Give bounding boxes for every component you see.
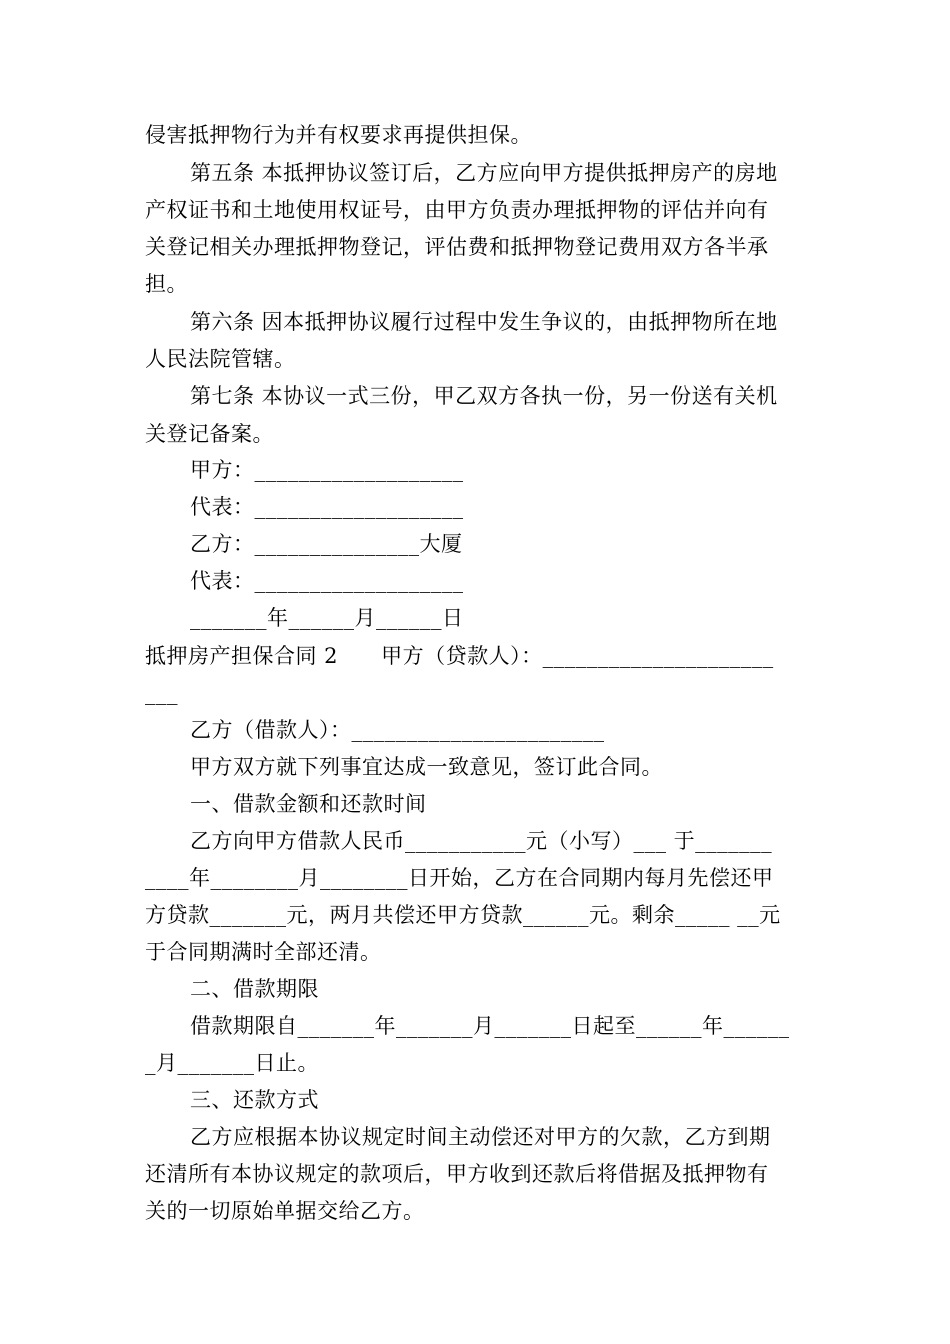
paragraph-line: 乙方向甲方借款人民币___________元（小写）___ 于_______ — [190, 829, 773, 853]
paragraph-line: _月_______日止。 — [145, 1051, 319, 1075]
paragraph-line: 借款期限自_______年_______月_______日起至______年______ — [190, 1014, 790, 1038]
article-5-line: 第五条 本抵押协议签订后，乙方应向甲方提供抵押房产的房地 — [190, 161, 778, 185]
borrower-line: 乙方（借款人）：_______________________ — [190, 718, 605, 742]
paragraph-line: ___ — [145, 681, 178, 705]
paragraph-line: 产权证书和土地使用权证号，由甲方负责办理抵押物的评估并向有 — [145, 198, 769, 222]
article-6-line: 第六条 因本抵押协议履行过程中发生争议的，由抵押物所在地 — [190, 310, 778, 334]
paragraph-line: 乙方应根据本协议规定时间主动偿还对甲方的欠款，乙方到期 — [190, 1125, 771, 1149]
section-heading: 三、还款方式 — [190, 1088, 319, 1112]
paragraph-line: 还清所有本协议规定的款项后，甲方收到还款后将借据及抵押物有 — [145, 1162, 769, 1186]
paragraph-line: 关登记相关办理抵押物登记，评估费和抵押物登记费用双方各半承 — [145, 235, 769, 259]
date-line: _______年______月______日 — [190, 606, 464, 630]
paragraph-line: 关的一切原始单据交给乙方。 — [145, 1199, 425, 1223]
paragraph-line: ____年________月________日开始，乙方在合同期内每月先偿还甲 — [145, 866, 774, 890]
party-a-signature-line: 甲方：___________________ — [190, 458, 464, 482]
representative-signature-line: 代表：___________________ — [190, 569, 464, 593]
paragraph-line: 于合同期满时全部还清。 — [145, 940, 382, 964]
paragraph-line: 担。 — [145, 272, 188, 296]
article-7-line: 第七条 本协议一式三份，甲乙双方各执一份，另一份送有关机 — [190, 384, 778, 408]
section-heading: 一、借款金额和还款时间 — [190, 792, 427, 816]
paragraph-line: 侵害抵押物行为并有权要求再提供担保。 — [145, 123, 532, 147]
paragraph-line: 关登记备案。 — [145, 422, 274, 446]
paragraph-line: 甲方双方就下列事宜达成一致意见，签订此合同。 — [190, 755, 663, 779]
party-b-signature-line: 乙方：_______________大厦 — [190, 532, 463, 556]
section-heading: 二、借款期限 — [190, 977, 319, 1001]
representative-signature-line: 代表：___________________ — [190, 495, 464, 519]
contract-2-title-line: 抵押房产担保合同 2 甲方（贷款人）：_____________________ — [145, 644, 774, 668]
paragraph-line: 人民法院管辖。 — [145, 347, 296, 371]
paragraph-line: 方贷款_______元，两月共偿还甲方贷款______元。剩余_____ __元 — [145, 903, 781, 927]
